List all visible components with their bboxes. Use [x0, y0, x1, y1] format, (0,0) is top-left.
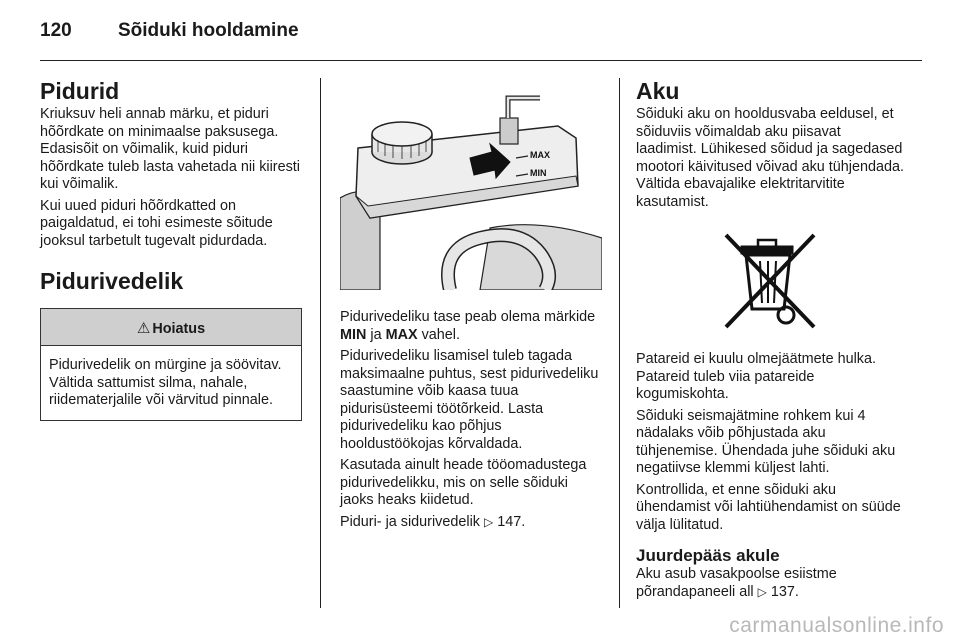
crossed-out-bin-icon	[718, 227, 822, 337]
section-title-brake-fluid: Pidurivedelik	[40, 268, 184, 294]
column-brake-fluid	[340, 78, 604, 535]
min-label: MIN	[340, 326, 367, 343]
battery-paragraph-2: Patareid ei kuulu olmejäätmete hulka. Patareid tuleb viia patareide kogumiskohta.	[636, 351, 876, 402]
battery-access-text: Aku asub vasakpoolse esiistme põrandapaneeli all	[636, 566, 837, 600]
brakes-paragraph-1: Kriuksuv heli annab märku, et piduri hõõrdkate on minimaalse paksusega. Edasisõit on võimalik, kuid piduri hõõrdkate tuleb lasta vahetada nii kiiresti kui võimalik.	[40, 106, 300, 192]
battery-access-end: .	[794, 583, 799, 600]
battery-paragraph-4: Kontrollida, et enne sõiduki aku ühendamist või lahtiühendamist on süüde välja lülitatud.	[636, 481, 901, 533]
fluid-cleanliness-paragraph: Pidurivedeliku lisamisel tuleb tagada maksimaalne puhtus, sest pidurivedeliku saastumine võib kaasa tuua pidurisüsteemi töötõrkeid. Lasta pidurivedeliku kao põhjus hooldustöökojas kõrvaldada.	[340, 348, 599, 452]
column-divider-1	[320, 78, 321, 608]
subsection-title-battery-access: Juurdepääs akule	[636, 546, 780, 565]
warning-header	[41, 309, 301, 346]
fluid-level-text-c: vahel.	[417, 326, 460, 343]
site-watermark: carmanualsonline.info	[729, 614, 944, 637]
fluid-approved-paragraph: Kasutada ainult heade tööomadustega pidurivedelikku, mis on selle sõiduki jaoks heaks kiidetud.	[340, 457, 587, 508]
warning-box	[40, 308, 302, 421]
fluid-level-text-a: Pidurivedeliku tase peab olema märkide	[340, 309, 596, 325]
fluid-level-text-b: ja	[366, 326, 386, 343]
column-battery	[636, 78, 904, 605]
fluid-reference-text: Piduri- ja sidurivedelik	[340, 513, 484, 530]
column-brakes	[40, 78, 302, 421]
battery-access-reference-page[interactable]: 137	[770, 583, 795, 600]
fluid-level-paragraph	[340, 309, 604, 344]
min-mark-label: MIN	[530, 168, 547, 178]
brakes-paragraph-2: Kui uued piduri hõõrdkatted on paigaldatud, ei tohi esimeste sõitude jooksul tarbetult tugevalt pidurdada.	[40, 197, 273, 249]
fluid-reference-page[interactable]: 147	[497, 513, 522, 530]
column-divider-2	[619, 78, 620, 608]
battery-paragraph-3: Sõiduki seismajätmine rohkem kui 4 nädalaks võib põhjustada aku tühjenemise. Ühendada juhe sõiduki aku negatiivse klemmi küljest lahti.	[636, 407, 896, 476]
warning-triangle-icon: ⚠	[136, 320, 151, 337]
chapter-title: Sõiduki hooldamine	[118, 20, 299, 41]
fluid-reference-paragraph	[340, 514, 604, 532]
section-title-battery: Aku	[636, 78, 680, 104]
page-reference-icon: ▷	[483, 514, 494, 529]
page-header	[0, 0, 960, 62]
max-mark-label: MAX	[530, 150, 550, 160]
page-reference-icon: ▷	[757, 584, 767, 599]
brake-fluid-reservoir-illustration	[340, 78, 602, 290]
max-label: MAX	[385, 326, 418, 343]
warning-title: Hoiatus	[152, 321, 206, 337]
battery-access-paragraph	[636, 566, 904, 601]
fluid-reference-end: .	[521, 513, 526, 530]
section-title-brakes: Pidurid	[40, 78, 120, 104]
header-divider	[40, 60, 922, 61]
battery-paragraph-1: Sõiduki aku on hooldusvaba eeldusel, et sõiduviis võimaldab aku piisavat laadimist. Lühikesed sõidud ja sagedased mootori käivitused võivad aku tühjendada. Vältida ebavajalike elektritarvitite kasutamist.	[636, 106, 904, 210]
page-number: 120	[40, 20, 72, 41]
warning-text: Pidurivedelik on mürgine ja söövitav. Vältida sattumist silma, nahale, riidematerjalile või värvitud pinnale.	[49, 357, 282, 408]
